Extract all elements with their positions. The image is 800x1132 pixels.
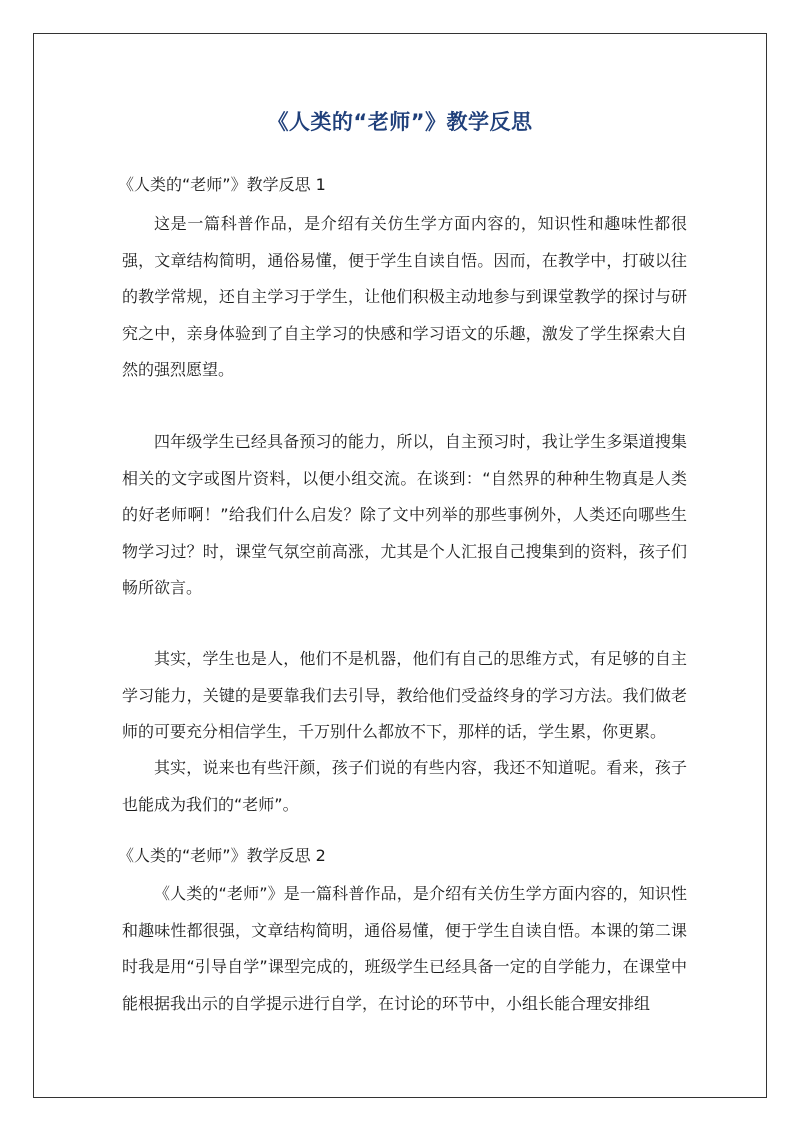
section-1-paragraph-4: 其实，说来也有些汗颜，孩子们说的有些内容，我还不知道呢。看来，孩子也能成为我们的“老师”。 <box>122 758 687 814</box>
section-heading-1: 《人类的“老师”》教学反思 1 <box>118 175 326 194</box>
section-1-paragraph-2: 四年级学生已经具备预习的能力，所以，自主预习时，我让学生多渠道搜集相关的文字或图片资料，以便小组交流。在谈到：“自然界的种种生物真是人类的好老师啊！”给我们什么启发？除了文中列举的那些事例外，人类还向哪些生物学习过？时，课堂气氛空前高涨，尤其是个人汇报自己搜集到的资料，孩子们畅所欲言。 <box>122 432 687 597</box>
section-1-paragraph-3: 其实，学生也是人，他们不是机器，他们有自己的思维方式，有足够的自主学习能力，关键的是要靠我们去引导，教给他们受益终身的学习方法。我们做老师的可要充分相信学生，千万别什么都放不下，那样的话，学生累，你更累。 <box>122 649 687 741</box>
section-heading-2: 《人类的“老师”》教学反思 2 <box>118 846 326 865</box>
section-2-paragraph-1: 《人类的“老师”》是一篇科普作品，是介绍有关仿生学方面内容的，知识性和趣味性都很强，文章结构简明，通俗易懂，便于学生自读自悟。本课的第二课时我是用“引导自学”课型完成的，班级学生已经具备一定的自学能力，在课堂中能根据我出示的自学提示进行自学，在讨论的环节中，小组长能合理安排组 <box>122 884 687 1013</box>
document-title: 《人类的“老师”》教学反思 <box>267 110 533 134</box>
section-1-paragraph-1: 这是一篇科普作品，是介绍有关仿生学方面内容的，知识性和趣味性都很强，文章结构简明，通俗易懂，便于学生自读自悟。因而，在教学中，打破以往的教学常规，还自主学习于学生，让他们积极主动地参与到课堂教学的探讨与研究之中，亲身体验到了自主学习的快感和学习语文的乐趣，激发了学生探索大自然的强烈愿望。 <box>122 214 687 379</box>
